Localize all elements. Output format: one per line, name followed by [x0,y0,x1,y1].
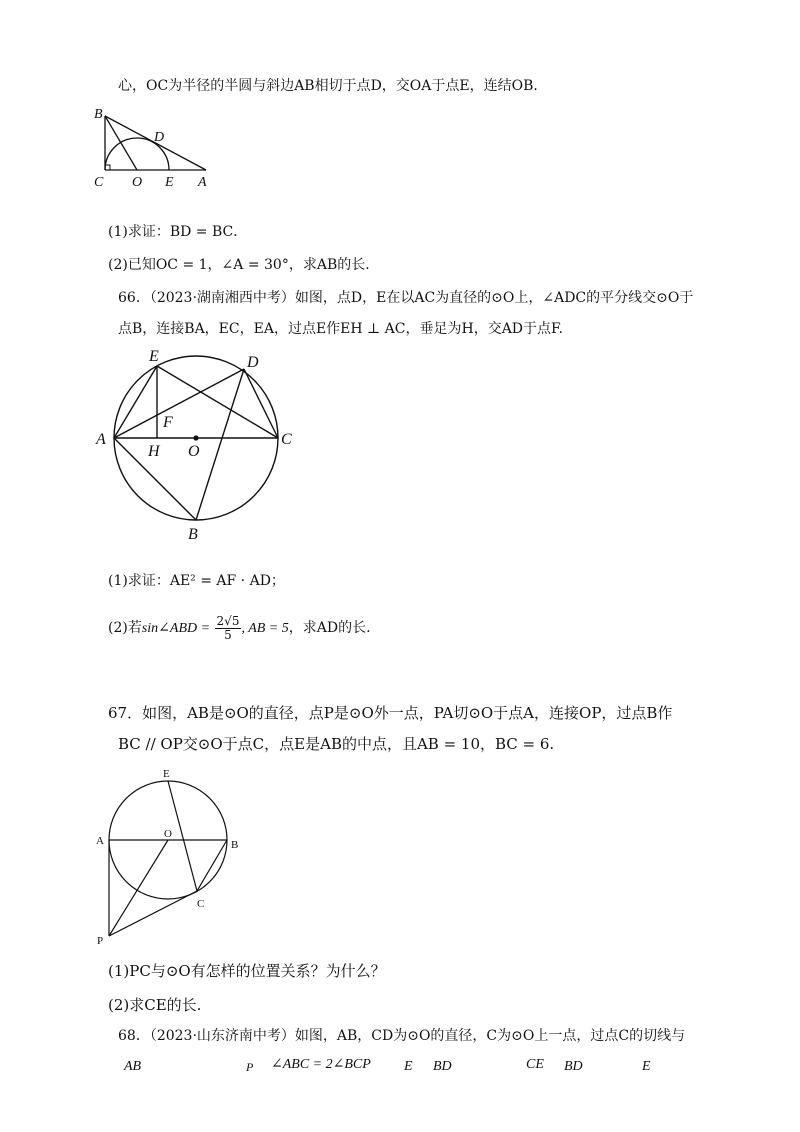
p66-line1: 66．（2023·湖南湘西中考）如图，点D，E在以AC为直径的⊙O上，∠ADC的平分线交⊙O于 [118,290,694,306]
p66-q2-math: sin∠ABD = [141,621,211,636]
p1-q2: (2)已知OC = 1，∠A = 30°，求AB的长. [108,257,370,273]
label-C: C [94,175,104,190]
p68-frag2: P [246,1060,254,1074]
label-C: C [197,898,205,910]
fraction-2sqrt5-over-5 [215,615,242,642]
p66-q2 [108,608,371,648]
label-E: E [163,768,170,780]
label-O: O [132,175,143,190]
segment-db [196,369,244,520]
p66-q1: (1)求证：AE² = AF · AD； [108,573,285,589]
label-O: O [164,828,172,840]
label-C: C [281,431,292,448]
p66-q2-pre: (2)若 [108,620,142,636]
p68-frag1: AB [124,1059,142,1074]
p68-frag6: CE [526,1057,544,1072]
label-D: D [247,354,259,371]
label-F: F [163,414,173,431]
p67-line2: BC // OP交⊙O于点C，点E是AB的中点，且AB = 10，BC = 6. [118,735,555,753]
label-A: A [96,835,104,847]
label-D: D [154,130,165,145]
figure-circle-66 [90,344,310,544]
figure-circle-67 [90,765,250,950]
p68-frag8: E [642,1059,651,1074]
p68-frag5: BD [433,1059,452,1074]
fraction-denominator: 5 [224,627,232,642]
p66-q2-tail: , AB = 5 [241,621,289,636]
p68-line1: 68．（2023·山东济南中考）如图，AB，CD为⊙O的直径，C为⊙O上一点，过点C的切线与 [118,1028,686,1044]
label-E: E [165,175,174,190]
segment-ec [168,781,197,891]
label-B: B [231,839,239,851]
figure-semicircle [88,104,218,190]
fraction-numerator: 2√5 [216,613,240,628]
label-A: A [96,431,106,448]
p1-q1: (1)求证：BD = BC． [108,224,248,240]
p1-line1: 心，OC为半径的半圆与斜边AB相切于点D，交OA于点E，连结OB． [118,78,548,94]
label-H: H [148,443,160,460]
segment-cb [197,840,227,891]
p66-line2: 点B，连接BA，EC，EA，过点E作EH ⊥ AC，垂足为H，交AD于点F. [118,321,564,337]
label-O: O [188,443,200,460]
label-E: E [149,348,159,365]
p68-frag4: E [404,1059,413,1074]
p67-q1: (1)PC与⊙O有怎样的位置关系？为什么？ [108,962,386,980]
p66-q2-post: ，求AD的长. [288,620,371,636]
segment-po [109,840,168,936]
label-B: B [188,526,198,543]
p67-line1: 67．如图，AB是⊙O的直径，点P是⊙O外一点，PA切⊙O于点A，连接OP，过点B作 [108,704,673,722]
label-P: P [97,935,104,947]
label-B: B [94,107,103,122]
p67-q2: (2)求CE的长. [108,996,202,1014]
p68-frag3: ∠ABC = 2∠BCP [271,1057,371,1072]
center-dot [193,435,198,440]
label-A: A [198,175,207,190]
p68-frag7: BD [564,1059,583,1074]
